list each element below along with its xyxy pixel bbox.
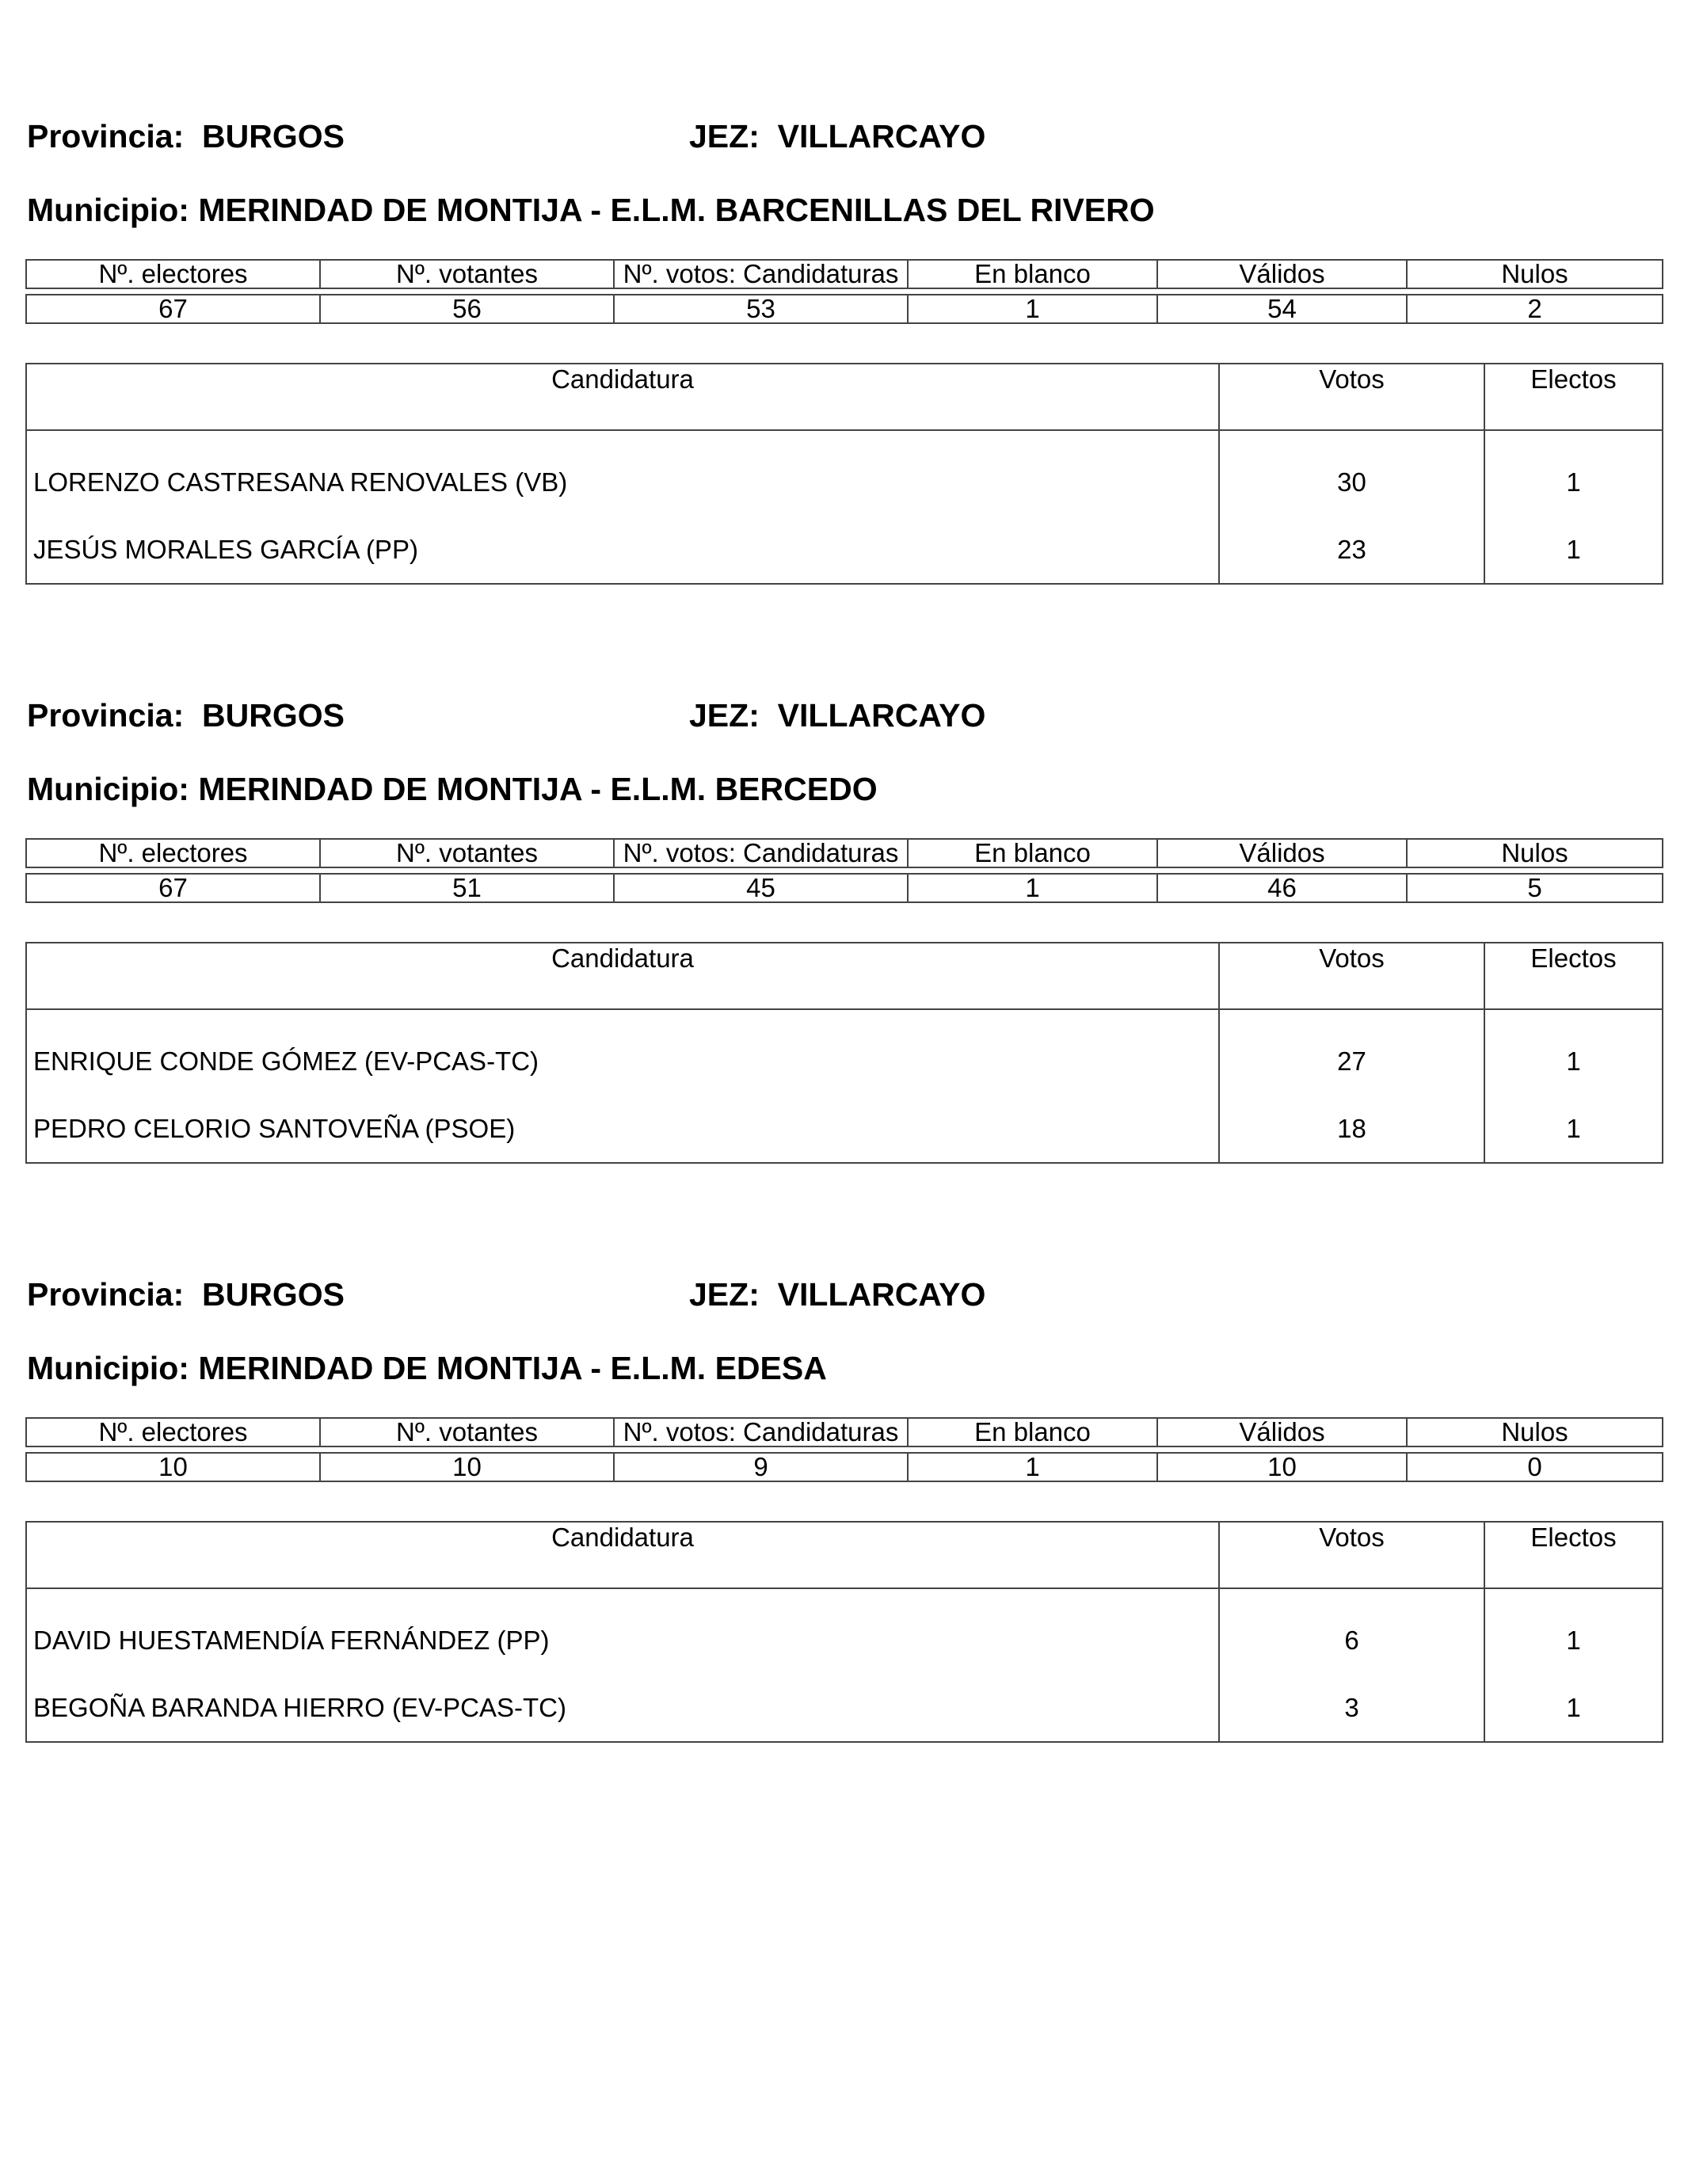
cand-header: Electos: [1484, 1522, 1663, 1588]
stats-header: Nulos: [1407, 260, 1663, 288]
provincia-label: Provincia:: [27, 1276, 185, 1313]
candidate-votos: 18: [1219, 1095, 1484, 1163]
stats-header: Nº. votantes: [320, 839, 614, 867]
jez-value: VILLARCAYO: [777, 1276, 986, 1313]
candidates-header-row: [26, 943, 1663, 1009]
candidate-row: [26, 448, 1663, 516]
municipio-value: MERINDAD DE MONTIJA - E.L.M. BARCENILLAS DEL RIVERO: [198, 192, 1155, 228]
stats-header: Válidos: [1157, 1418, 1407, 1446]
candidate-votos: 3: [1219, 1674, 1484, 1742]
stats-value: 54: [1157, 295, 1407, 323]
stats-table: [25, 259, 1663, 324]
candidate-electos: 1: [1484, 1674, 1663, 1742]
stats-value: 10: [26, 1453, 320, 1481]
candidate-electos: 1: [1484, 516, 1663, 584]
stats-header: En blanco: [908, 839, 1157, 867]
provincia-value: BURGOS: [202, 697, 345, 734]
municipio-row: [27, 1351, 827, 1385]
candidate-name: DAVID HUESTAMENDÍA FERNÁNDEZ (PP): [26, 1607, 1219, 1674]
candidates-header-row: [26, 1522, 1663, 1588]
municipio-value: MERINDAD DE MONTIJA - E.L.M. EDESA: [198, 1350, 827, 1386]
stats-header-row: [26, 1418, 1663, 1446]
cand-header: Votos: [1219, 943, 1484, 1009]
candidate-name: JESÚS MORALES GARCÍA (PP): [26, 516, 1219, 584]
jez-block: [689, 698, 985, 733]
stats-value: 56: [320, 295, 614, 323]
cand-header: Votos: [1219, 1522, 1484, 1588]
stats-header: Nº. votos: Candidaturas: [614, 260, 908, 288]
stats-value: 2: [1407, 295, 1663, 323]
municipio-label: Municipio:: [27, 771, 189, 807]
candidate-name: PEDRO CELORIO SANTOVEÑA (PSOE): [26, 1095, 1219, 1163]
cand-header: Candidatura: [26, 943, 1219, 1009]
candidate-votos: 6: [1219, 1607, 1484, 1674]
jez-block: [689, 1277, 985, 1312]
stats-value: 1: [908, 874, 1157, 902]
municipio-row: [27, 772, 878, 806]
stats-table: [25, 838, 1663, 903]
stats-value: 0: [1407, 1453, 1663, 1481]
cand-header: Votos: [1219, 364, 1484, 430]
provincia-row: [27, 118, 986, 154]
stats-header: Nº. electores: [26, 1418, 320, 1446]
stats-header: En blanco: [908, 1418, 1157, 1446]
stats-value: 10: [320, 1453, 614, 1481]
municipio-label: Municipio:: [27, 1350, 189, 1386]
stats-header: Nº. votos: Candidaturas: [614, 1418, 908, 1446]
stats-value-row: [26, 1453, 1663, 1481]
provincia-value: BURGOS: [202, 1276, 345, 1313]
candidates-header-row: [26, 364, 1663, 430]
candidate-name: BEGOÑA BARANDA HIERRO (EV-PCAS-TC): [26, 1674, 1219, 1742]
cand-header: Electos: [1484, 364, 1663, 430]
stats-header-row: [26, 260, 1663, 288]
provincia-row: [27, 697, 986, 734]
stats-header: Nº. votantes: [320, 260, 614, 288]
candidate-name: ENRIQUE CONDE GÓMEZ (EV-PCAS-TC): [26, 1027, 1219, 1095]
stats-header: Nulos: [1407, 839, 1663, 867]
stats-header: Nº. electores: [26, 839, 320, 867]
municipio-row: [27, 192, 1155, 227]
candidate-electos: 1: [1484, 1095, 1663, 1163]
candidate-electos: 1: [1484, 448, 1663, 516]
candidate-row: [26, 516, 1663, 584]
stats-value-row: [26, 295, 1663, 323]
cand-header: Candidatura: [26, 1522, 1219, 1588]
jez-value: VILLARCAYO: [777, 697, 986, 734]
stats-header: Nº. electores: [26, 260, 320, 288]
stats-table: [25, 1417, 1663, 1482]
provincia-label: Provincia:: [27, 118, 185, 154]
jez-block: [689, 119, 985, 154]
jez-label: JEZ:: [689, 118, 760, 154]
jez-label: JEZ:: [689, 697, 760, 734]
candidates-table: [25, 942, 1663, 1164]
municipio-label: Municipio:: [27, 192, 189, 228]
candidate-electos: 1: [1484, 1027, 1663, 1095]
municipio-value: MERINDAD DE MONTIJA - E.L.M. BERCEDO: [198, 771, 878, 807]
candidate-row: [26, 1607, 1663, 1674]
jez-label: JEZ:: [689, 1276, 760, 1313]
stats-value: 46: [1157, 874, 1407, 902]
provincia-row: [27, 1276, 986, 1313]
candidate-name: LORENZO CASTRESANA RENOVALES (VB): [26, 448, 1219, 516]
stats-header: Nº. votantes: [320, 1418, 614, 1446]
candidates-table: [25, 1521, 1663, 1743]
provincia-value: BURGOS: [202, 118, 345, 154]
stats-value: 10: [1157, 1453, 1407, 1481]
stats-header-row: [26, 839, 1663, 867]
cand-header: Electos: [1484, 943, 1663, 1009]
stats-value: 53: [614, 295, 908, 323]
stats-header: Nulos: [1407, 1418, 1663, 1446]
candidate-row: [26, 1674, 1663, 1742]
stats-header: Nº. votos: Candidaturas: [614, 839, 908, 867]
cand-header: Candidatura: [26, 364, 1219, 430]
stats-value: 67: [26, 874, 320, 902]
stats-header: Válidos: [1157, 260, 1407, 288]
candidate-row: [26, 1027, 1663, 1095]
candidate-electos: 1: [1484, 1607, 1663, 1674]
stats-value: 45: [614, 874, 908, 902]
stats-value: 67: [26, 295, 320, 323]
jez-value: VILLARCAYO: [777, 118, 986, 154]
stats-value-row: [26, 874, 1663, 902]
stats-value: 5: [1407, 874, 1663, 902]
stats-value: 51: [320, 874, 614, 902]
stats-value: 1: [908, 1453, 1157, 1481]
candidate-row: [26, 1095, 1663, 1163]
stats-value: 9: [614, 1453, 908, 1481]
candidate-votos: 23: [1219, 516, 1484, 584]
candidate-votos: 27: [1219, 1027, 1484, 1095]
candidate-votos: 30: [1219, 448, 1484, 516]
stats-header: Válidos: [1157, 839, 1407, 867]
stats-header: En blanco: [908, 260, 1157, 288]
stats-value: 1: [908, 295, 1157, 323]
candidates-table: [25, 363, 1663, 585]
provincia-label: Provincia:: [27, 697, 185, 734]
